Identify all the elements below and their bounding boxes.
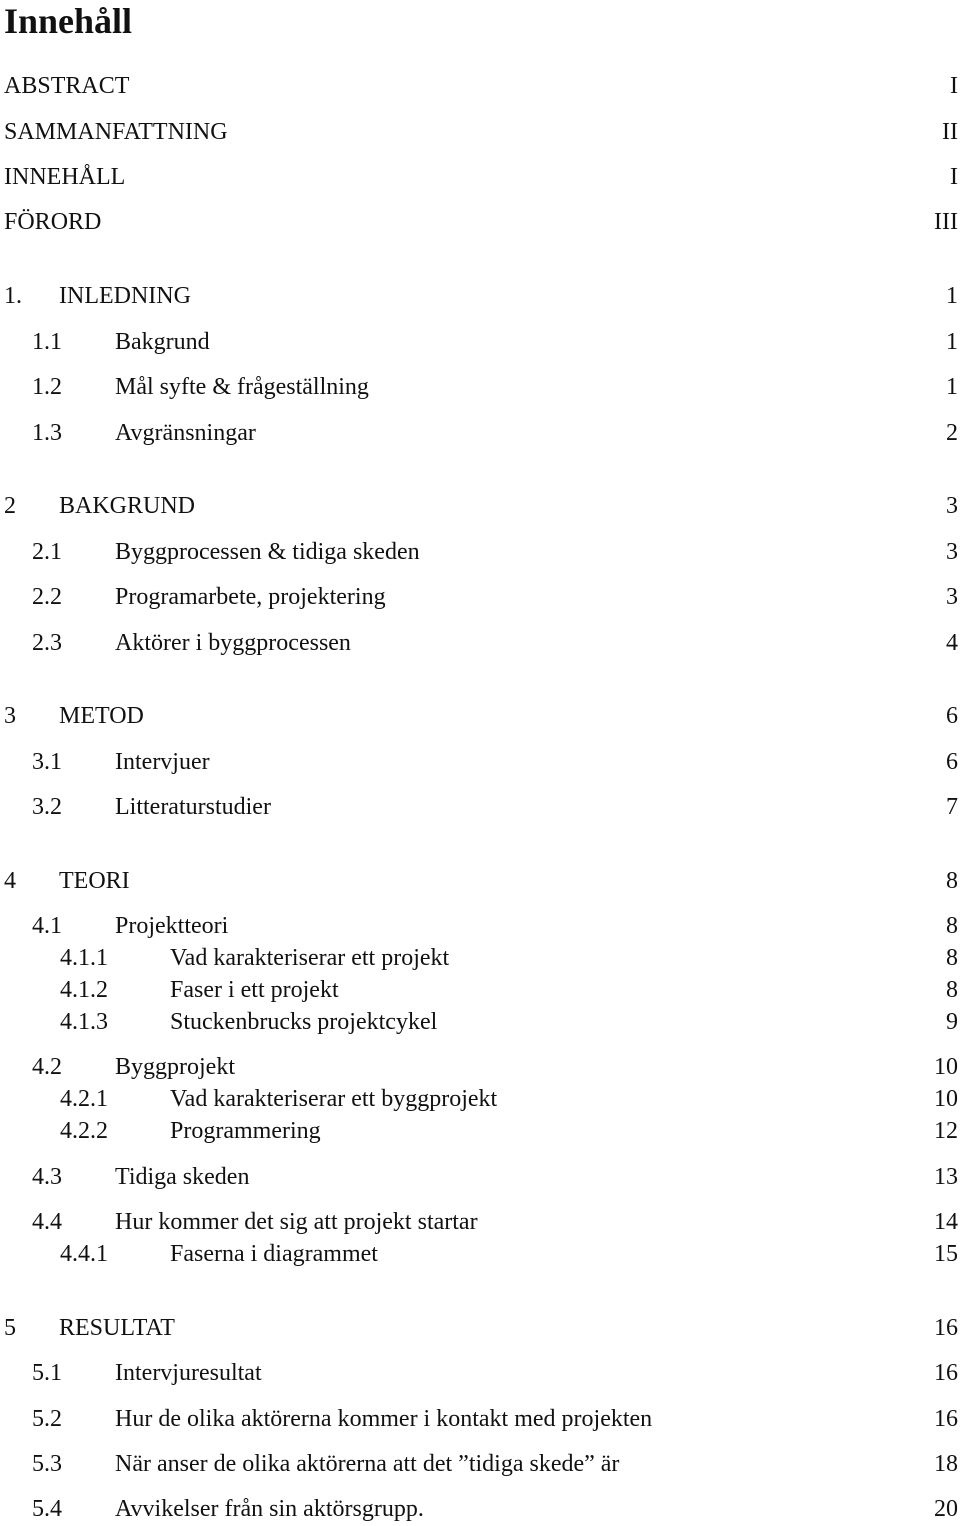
toc-entry-label: Avgränsningar xyxy=(115,420,256,446)
toc-entry-page: 4 xyxy=(946,630,958,656)
toc-entry-label: Litteraturstudier xyxy=(115,794,271,820)
toc-entry-label: Bakgrund xyxy=(115,329,210,355)
toc-entry-number: 4.2 xyxy=(32,1054,62,1080)
toc-section-4-4[interactable] xyxy=(0,1206,960,1238)
toc-entry-number: 5 xyxy=(4,1315,16,1341)
toc-entry-number: 1.1 xyxy=(32,329,62,355)
toc-entry-label: Faser i ett projekt xyxy=(170,977,339,1003)
toc-entry-sammanfattning[interactable] xyxy=(0,116,960,148)
toc-entry-number: 4 xyxy=(4,868,16,894)
toc-entry-number: 1. xyxy=(4,283,22,309)
toc-entry-number: 2 xyxy=(4,493,16,519)
toc-section-1-2[interactable] xyxy=(0,371,960,403)
toc-entry-label: FÖRORD xyxy=(4,209,102,235)
toc-entry-page: 3 xyxy=(946,493,958,519)
toc-section-4-3[interactable] xyxy=(0,1161,960,1193)
toc-entry-label: Aktörer i byggprocessen xyxy=(115,630,351,656)
toc-entry-page: 1 xyxy=(946,374,958,400)
toc-entry-number: 2.1 xyxy=(32,539,62,565)
toc-entry-label: Hur de olika aktörerna kommer i kontakt med projekten xyxy=(115,1406,653,1432)
toc-section-4-1[interactable] xyxy=(0,910,960,942)
toc-entry-label: Intervjuer xyxy=(115,749,210,775)
toc-entry-number: 4.4.1 xyxy=(60,1241,108,1267)
toc-entry-label: När anser de olika aktörerna att det ”tidiga skede” är xyxy=(115,1451,620,1477)
toc-entry-page: I xyxy=(950,73,958,99)
toc-entry-label: RESULTAT xyxy=(59,1315,175,1341)
toc-entry-label: ABSTRACT xyxy=(4,73,130,99)
toc-entry-number: 5.3 xyxy=(32,1451,62,1477)
toc-entry-label: Mål syfte & frågeställning xyxy=(115,374,369,400)
toc-entry-label: TEORI xyxy=(59,868,130,894)
toc-subsection-4-1-1[interactable] xyxy=(0,942,960,974)
toc-entry-page: 16 xyxy=(934,1406,958,1432)
toc-entry-number: 4.2.1 xyxy=(60,1086,108,1112)
toc-section-5-2[interactable] xyxy=(0,1403,960,1435)
toc-section-5-1[interactable] xyxy=(0,1357,960,1389)
toc-section-5-4[interactable] xyxy=(0,1493,960,1525)
toc-entry-number: 4.1.1 xyxy=(60,945,108,971)
toc-entry-page: 18 xyxy=(934,1451,958,1477)
toc-entry-number: 3 xyxy=(4,703,16,729)
toc-entry-label: Hur kommer det sig att projekt startar xyxy=(115,1209,478,1235)
toc-entry-label: Vad karakteriserar ett projekt xyxy=(170,945,450,971)
toc-entry-number: 2.2 xyxy=(32,584,62,610)
toc-subsection-4-2-1[interactable] xyxy=(0,1083,960,1115)
toc-entry-page: II xyxy=(942,119,958,145)
toc-entry-number: 4.1.3 xyxy=(60,1009,108,1035)
toc-entry-label: Projektteori xyxy=(115,913,229,939)
toc-entry-page: 10 xyxy=(934,1086,958,1112)
toc-entry-label: Byggprojekt xyxy=(115,1054,235,1080)
toc-entry-number: 1.3 xyxy=(32,420,62,446)
toc-entry-label: SAMMANFATTNING xyxy=(4,119,228,145)
toc-chapter-5[interactable] xyxy=(0,1312,960,1344)
toc-entry-page: III xyxy=(934,209,958,235)
toc-section-4-2[interactable] xyxy=(0,1051,960,1083)
toc-section-2-2[interactable] xyxy=(0,581,960,613)
toc-entry-label: Byggprocessen & tidiga skeden xyxy=(115,539,420,565)
toc-entry-label: Tidiga skeden xyxy=(115,1164,250,1190)
toc-entry-label: Intervjuresultat xyxy=(115,1360,262,1386)
toc-entry-innehall[interactable] xyxy=(0,161,960,193)
toc-entry-page: 9 xyxy=(946,1009,958,1035)
toc-chapter-2[interactable] xyxy=(0,490,960,522)
toc-entry-page: 14 xyxy=(934,1209,958,1235)
toc-entry-label: Avvikelser från sin aktörsgrupp. xyxy=(115,1496,424,1522)
toc-chapter-3[interactable] xyxy=(0,700,960,732)
toc-section-1-3[interactable] xyxy=(0,417,960,449)
toc-entry-page: 12 xyxy=(934,1118,958,1144)
toc-entry-label: Vad karakteriserar ett byggprojekt xyxy=(170,1086,498,1112)
toc-entry-page: 10 xyxy=(934,1054,958,1080)
page-title: Innehåll xyxy=(4,1,133,41)
toc-entry-number: 4.1 xyxy=(32,913,62,939)
toc-entry-page: 1 xyxy=(946,283,958,309)
toc-entry-number: 4.3 xyxy=(32,1164,62,1190)
toc-entry-page: 15 xyxy=(934,1241,958,1267)
toc-entry-page: 20 xyxy=(934,1496,958,1522)
toc-entry-page: 3 xyxy=(946,584,958,610)
toc-subsection-4-1-2[interactable] xyxy=(0,974,960,1006)
toc-entry-number: 4.4 xyxy=(32,1209,62,1235)
toc-entry-page: 13 xyxy=(934,1164,958,1190)
toc-entry-label: Faserna i diagrammet xyxy=(170,1241,378,1267)
toc-entry-number: 4.1.2 xyxy=(60,977,108,1003)
toc-subsection-4-2-2[interactable] xyxy=(0,1115,960,1147)
toc-entry-number: 4.2.2 xyxy=(60,1118,108,1144)
toc-entry-number: 3.2 xyxy=(32,794,62,820)
toc-entry-page: 8 xyxy=(946,977,958,1003)
toc-entry-page: I xyxy=(950,164,958,190)
toc-entry-page: 6 xyxy=(946,703,958,729)
toc-entry-page: 2 xyxy=(946,420,958,446)
toc-entry-label: METOD xyxy=(59,703,144,729)
toc-entry-page: 8 xyxy=(946,945,958,971)
toc-entry-label: INLEDNING xyxy=(59,283,191,309)
toc-section-3-1[interactable] xyxy=(0,746,960,778)
toc-section-3-2[interactable] xyxy=(0,791,960,823)
toc-subsection-4-4-1[interactable] xyxy=(0,1238,960,1270)
toc-entry-number: 5.1 xyxy=(32,1360,62,1386)
toc-entry-forord[interactable] xyxy=(0,206,960,238)
toc-chapter-4[interactable] xyxy=(0,865,960,897)
toc-entry-label: Stuckenbrucks projektcykel xyxy=(170,1009,438,1035)
toc-entry-page: 16 xyxy=(934,1360,958,1386)
toc-entry-page: 1 xyxy=(946,329,958,355)
toc-section-2-3[interactable] xyxy=(0,627,960,659)
toc-entry-label: INNEHÅLL xyxy=(4,164,126,190)
toc-section-2-1[interactable] xyxy=(0,536,960,568)
toc-entry-page: 7 xyxy=(946,794,958,820)
toc-entry-abstract[interactable] xyxy=(0,70,960,102)
toc-entry-label: BAKGRUND xyxy=(59,493,196,519)
toc-entry-label: Programarbete, projektering xyxy=(115,584,386,610)
toc-entry-page: 16 xyxy=(934,1315,958,1341)
toc-entry-label: Programmering xyxy=(170,1118,321,1144)
toc-entry-page: 3 xyxy=(946,539,958,565)
toc-subsection-4-1-3[interactable] xyxy=(0,1006,960,1038)
toc-section-1-1[interactable] xyxy=(0,326,960,358)
toc-entry-number: 2.3 xyxy=(32,630,62,656)
toc-entry-page: 8 xyxy=(946,868,958,894)
toc-entry-number: 5.2 xyxy=(32,1406,62,1432)
toc-entry-number: 3.1 xyxy=(32,749,62,775)
toc-entry-number: 1.2 xyxy=(32,374,62,400)
toc-entry-page: 8 xyxy=(946,913,958,939)
toc-entry-page: 6 xyxy=(946,749,958,775)
toc-section-5-3[interactable] xyxy=(0,1448,960,1480)
toc-chapter-1[interactable] xyxy=(0,280,960,312)
toc-entry-number: 5.4 xyxy=(32,1496,62,1522)
